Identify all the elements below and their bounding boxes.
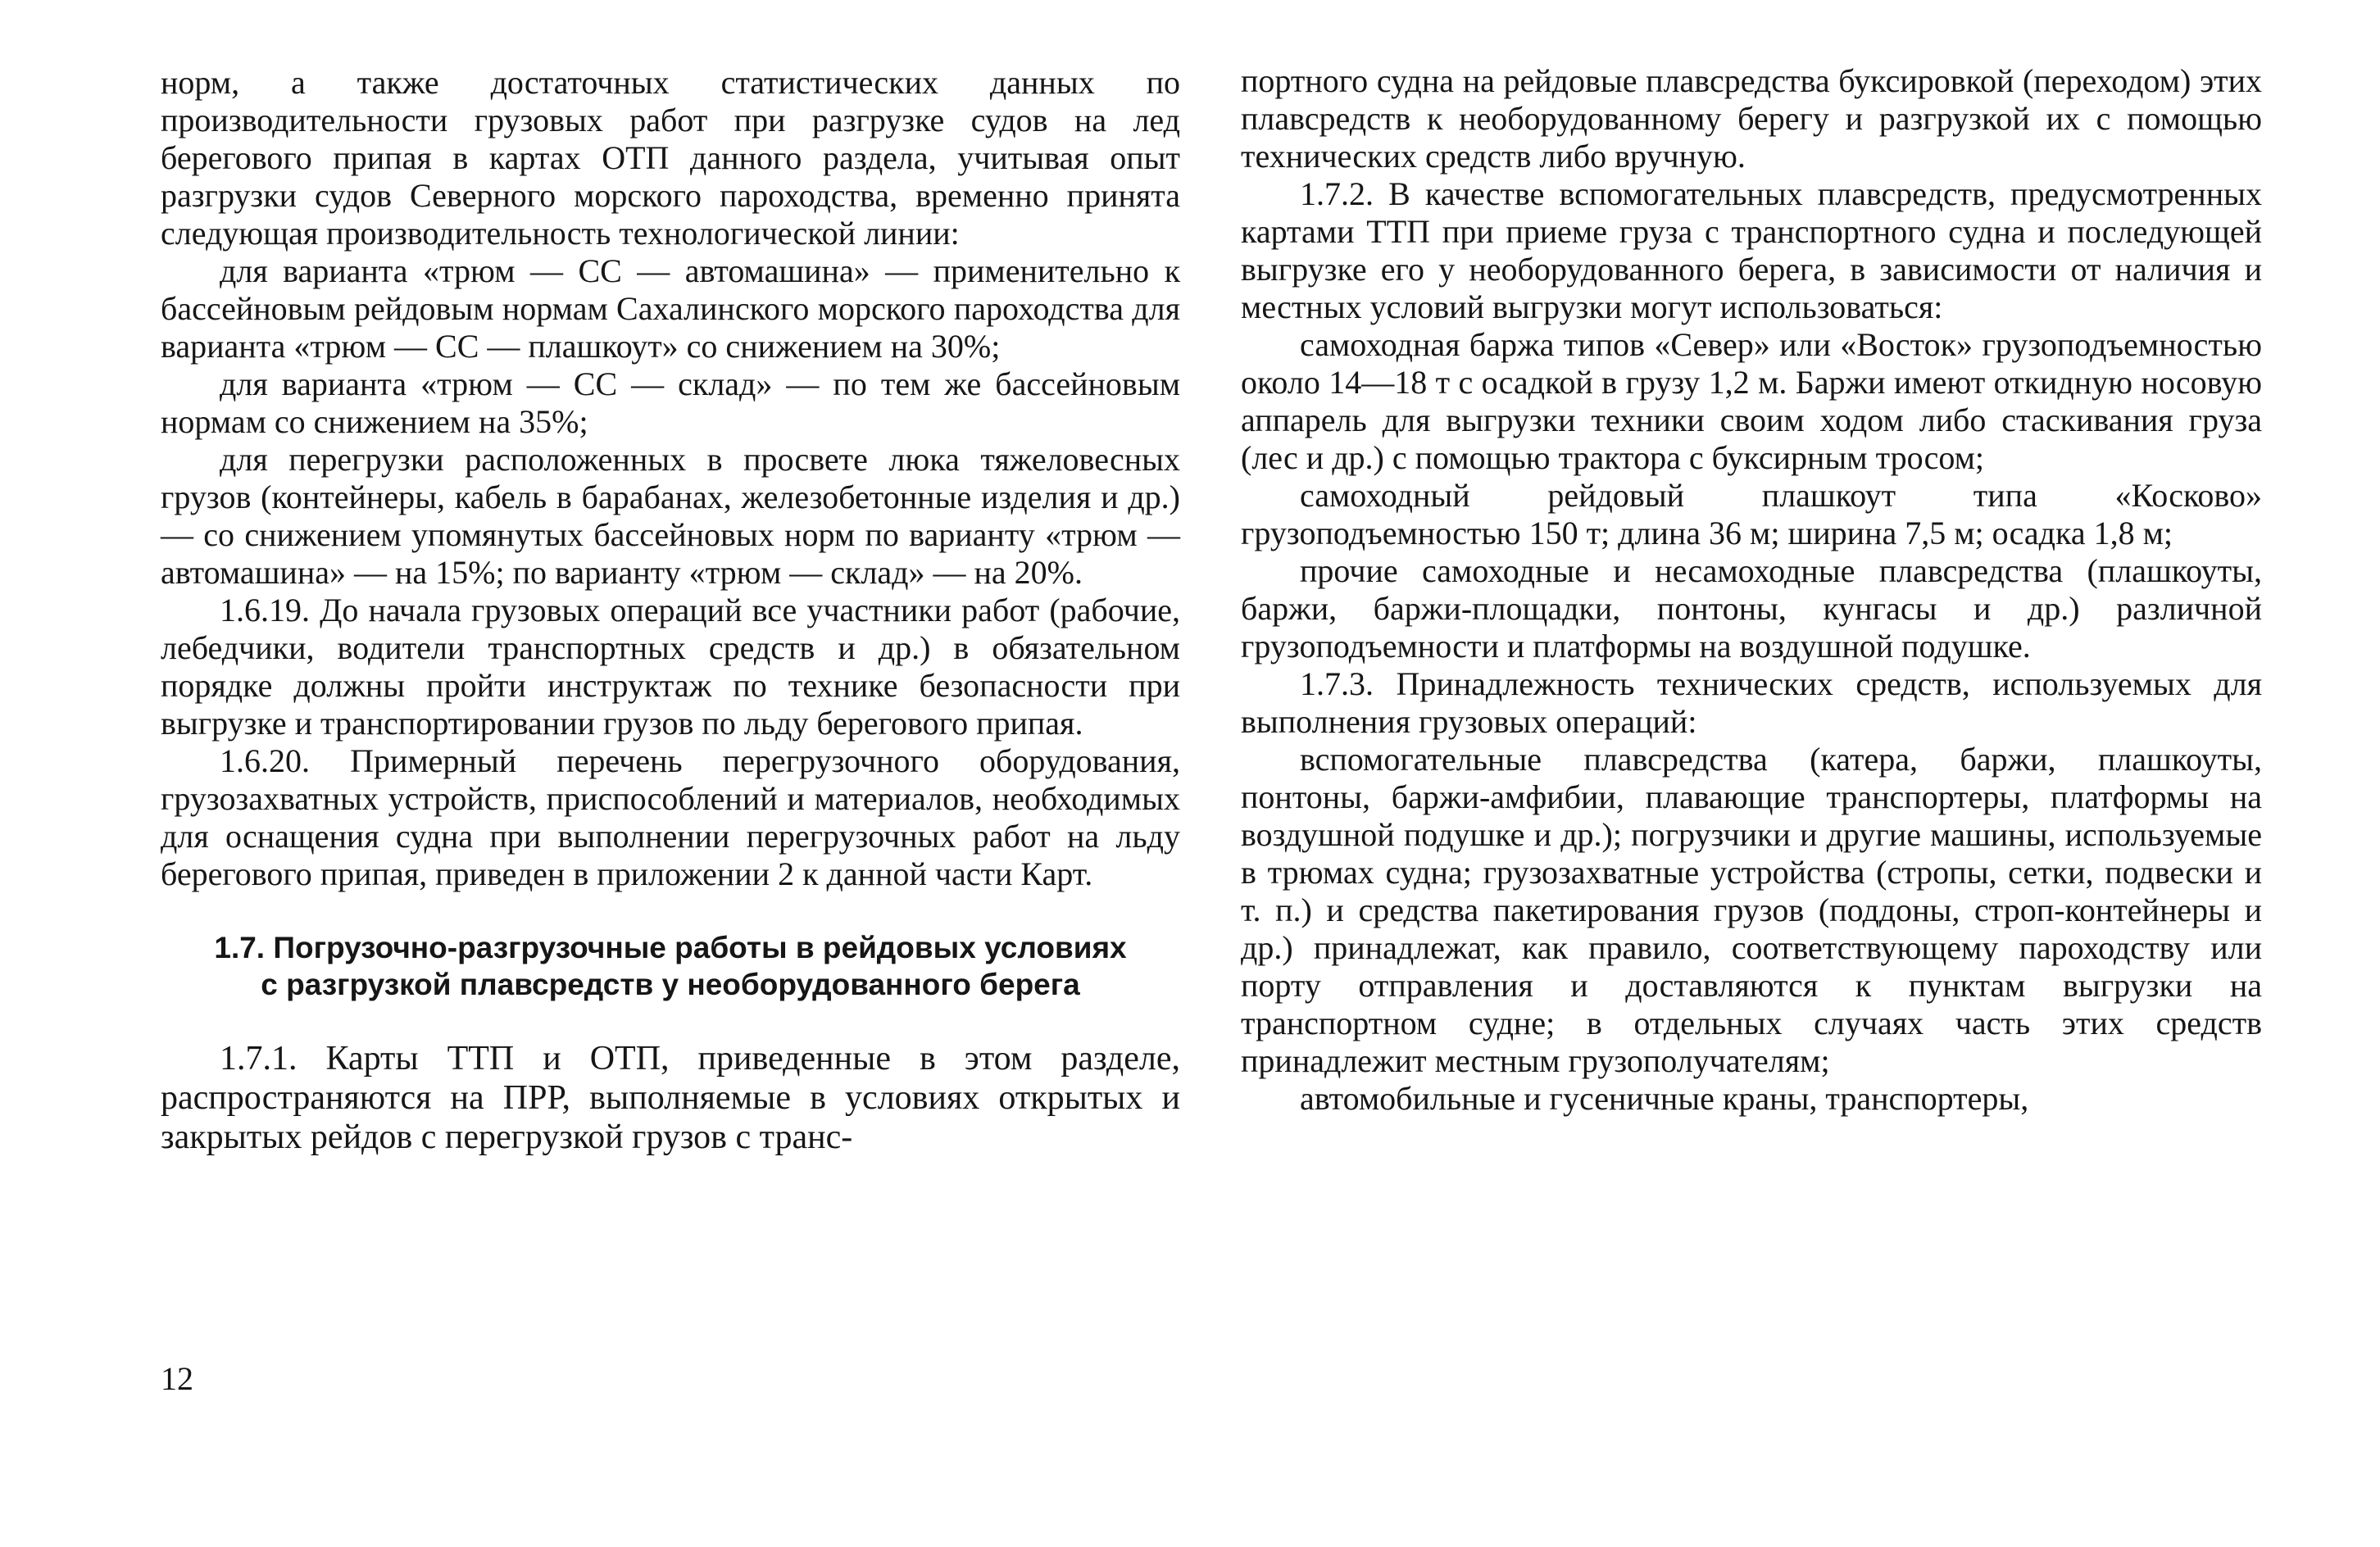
paragraph-variant-warehouse: для варианта «трюм — СС — склад» — по тем же бассейновым нормам со снижением на 35%;	[161, 365, 1180, 440]
paragraph-other-craft: прочие самоходные и несамоходные плавсредства (плашкоуты, баржи, баржи-площадки, понтоны, кунгасы и др.) различной грузоподъемности и платформы на воздушной подушке.	[1241, 552, 2262, 665]
paragraph-heavy-cargo: для перегрузки расположенных в просвете люка тяжеловесных грузов (контейнеры, кабель в барабанах, железобетонные изделия и др.) — со снижением упомянутых бассейновых норм по варианту «трюм — автомашина» — на 15%; по варианту «трюм — склад» — на 20%.	[161, 441, 1180, 591]
paragraph-1-7-1: 1.7.1. Карты ТТП и ОТП, приведенные в этом разделе, распространяются на ПРР, выполняемые в условиях открытых и закрытых рейдов с перегрузкой грузов с транс-	[161, 1040, 1180, 1156]
paragraph-continuation-right: портного судна на рейдовые плавсредства буксировкой (переходом) этих плавсредств к необорудованному берегу и разгрузкой их с помощью технических средств либо вручную.	[1241, 62, 2262, 175]
paragraph-barge: самоходная баржа типов «Север» или «Восток» грузоподъемностью около 14—18 т с осадкой в грузу 1,2 м. Баржи имеют откидную носовую аппарель для выгрузки техники своим ходом либо стаскивания груза (лес и др.) с помощью трактора с буксирным тросом;	[1241, 326, 2262, 476]
left-column	[161, 64, 1180, 1157]
paragraph-1-7-2: 1.7.2. В качестве вспомогательных плавсредств, предусмотренных картами ТТП при приеме груза с транспортного судна и последующей выгрузке его у необорудованного берега, в зависимости от наличия и местных условий выгрузки могут использоваться:	[1241, 175, 2262, 325]
paragraph-1-7-3: 1.7.3. Принадлежность технических средств, используемых для выполнения грузовых операций:	[1241, 665, 2262, 740]
paragraph-variant-truck: для варианта «трюм — СС — автомашина» — применительно к бассейновым рейдовым нормам Сахалинского морского пароходства для варианта «трюм — СС — плашкоут» со снижением на 30%;	[161, 252, 1180, 365]
section-heading-1-7: 1.7. Погрузочно-разгрузочные работы в рейдовых условиях с разгрузкой плавсредств у необорудованного берега	[214, 931, 1127, 1001]
paragraph-auxiliary-craft: вспомогательные плавсредства (катера, баржи, плашкоуты, понтоны, баржи-амфибии, плавающие транспортеры, платформы на воздушной подушке и др.); погрузчики и другие машины, используемые в трюмах судна; грузозахватные устройства (стропы, сетки, подвески и т. п.) и средства пакетирования грузов (поддоны, строп-контейнеры и др.) принадлежат, как правило, соответствующему пароходству или порту отправления и доставляются к пунктам выгрузки на транспортном судне; в отдельных случаях часть этих средств принадлежит местным грузополучателям;	[1241, 741, 2262, 1079]
page-number: 12	[161, 1360, 193, 1397]
paragraph-continuation: норм, а также достаточных статистических данных по производительности грузовых работ при разгрузке судов на лед берегового припая в картах ОТП данного раздела, учитывая опыт разгрузки судов Северного морского пароходства, временно принята следующая производительность технологической линии:	[161, 64, 1180, 252]
paragraph-1-6-19: 1.6.19. До начала грузовых операций все участники работ (рабочие, лебедчики, водители транспортных средств и др.) в обязательном порядке должны пройти инструктаж по технике безопасности при выгрузке и транспортировании грузов по льду берегового припая.	[161, 592, 1180, 742]
paragraph-pontoon: самоходный рейдовый плашкоут типа «Косково» грузоподъемностью 150 т; длина 36 м; ширина 7,5 м; осадка 1,8 м;	[1241, 477, 2262, 551]
paragraph-1-6-20: 1.6.20. Примерный перечень перегрузочного оборудования, грузозахватных устройств, приспособлений и материалов, необходимых для оснащения судна при выполнении перегрузочных работ на льду берегового припая, приведен в приложении 2 к данной части Карт.	[161, 742, 1180, 892]
right-column	[1241, 62, 2262, 1118]
paragraph-cranes: автомобильные и гусеничные краны, транспортеры,	[1300, 1080, 2029, 1117]
